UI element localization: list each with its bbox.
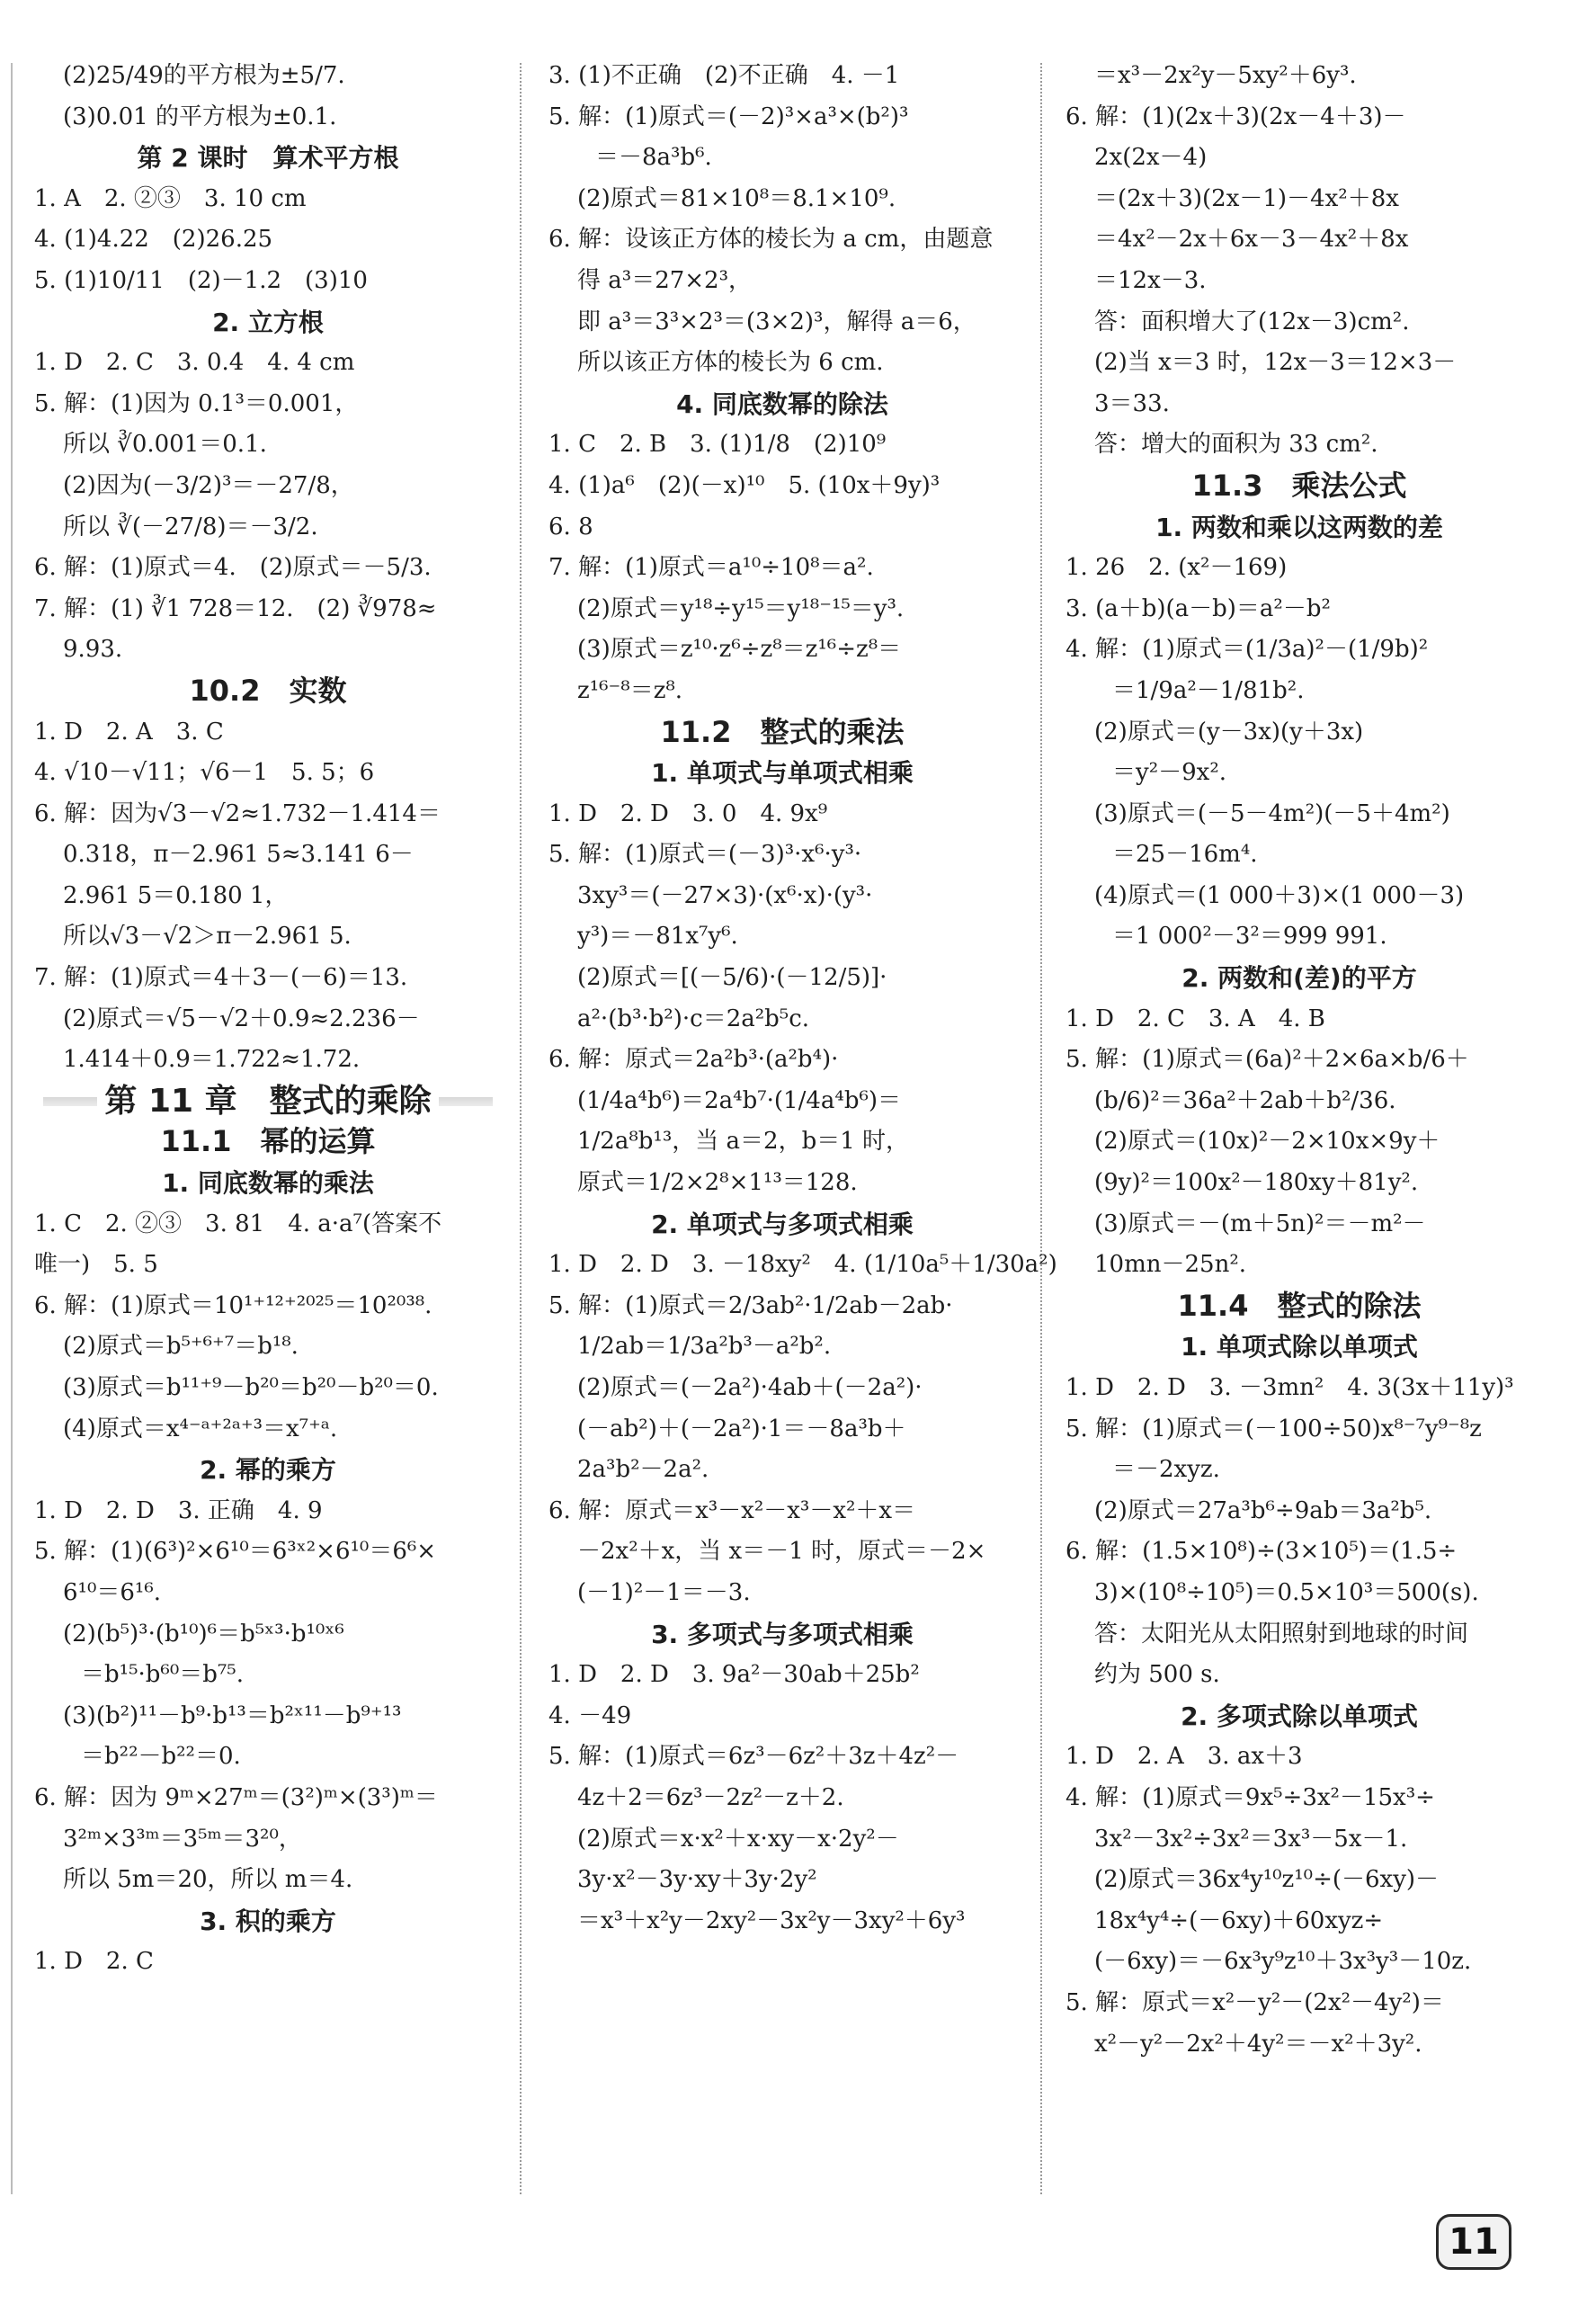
answer-line: 5. 解：(1)原式＝2/3ab²·1/2ab－2ab·: [548, 1291, 953, 1319]
section-heading: 11.4 整式的除法: [1177, 1288, 1422, 1323]
answer-line: ＝1/9a²－1/81b².: [1112, 676, 1305, 704]
answer-line: 6. 解：因为√3－√2≈1.732－1.414＝: [34, 799, 441, 827]
answer-line: (3)原式＝z¹⁰·z⁶÷z⁸＝z¹⁶÷z⁸＝: [577, 636, 902, 664]
answer-line: 6. 解：(1)(2x＋3)(2x－4＋3)－: [1065, 103, 1406, 130]
section-heading: 2. 单项式与多项式相乘: [651, 1209, 914, 1239]
answer-line: 6. 解：设该正方体的棱长为 a cm，由题意: [548, 226, 994, 254]
answer-line: ＝(2x＋3)(2x－1)－4x²＋8x: [1094, 184, 1399, 212]
answer-line: 2a³b²－2a².: [577, 1456, 709, 1484]
answer-line: 3x²－3x²÷3x²＝3x³－5x－1.: [1094, 1825, 1408, 1853]
answer-line: 3＝33.: [1094, 389, 1170, 417]
answer-line: 4. 解：(1)原式＝9x⁵÷3x²－15x³÷: [1065, 1783, 1435, 1811]
answer-line: 1. C 2. B 3. (1)1/8 (2)10⁹: [548, 431, 887, 459]
answer-line: 6. 解：原式＝x³－x²－x³－x²＋x＝: [548, 1496, 916, 1524]
answer-line: 1. D 2. A 3. ax＋3: [1065, 1743, 1303, 1771]
answer-line: 5. 解：(1)原式＝(－3)³·x⁶·y³·: [548, 841, 862, 869]
answer-line: ＝b¹⁵·b⁶⁰＝b⁷⁵.: [81, 1661, 244, 1689]
page-number: 11: [1436, 2214, 1511, 2270]
answer-line: (2)原式＝36x⁴y¹⁰z¹⁰÷(－6xy)－: [1094, 1866, 1440, 1894]
section-heading: 1. 同底数幂的乘法: [162, 1168, 374, 1199]
answer-line: 所以 5m＝20，所以 m＝4.: [63, 1866, 353, 1894]
answer-line: (2)原式＝y¹⁸÷y¹⁵＝y¹⁸⁻¹⁵＝y³.: [577, 594, 905, 622]
answer-line: 5. 解：(1)原式＝(－2)³×a³×(b²)³: [548, 103, 909, 130]
answer-line: (2)因为(－3/2)³＝－27/8，: [63, 471, 354, 499]
section-heading: 2. 幂的乘方: [200, 1455, 336, 1486]
answer-line: 1. D 2. C 3. 0.4 4. 4 cm: [34, 349, 355, 377]
answer-line: 4. 解：(1)原式＝(1/3a)²－(1/9b)²: [1065, 636, 1429, 664]
answer-line: (－6xy)＝－6x³y⁹z¹⁰＋3x³y³－10z.: [1094, 1948, 1472, 1976]
answer-column-1: [34, 56, 502, 1983]
answer-line: 1. D 2. D 3. 正确 4. 9: [34, 1496, 323, 1524]
answer-line: 5. 解：(1)因为 0.1³＝0.001，: [34, 389, 359, 417]
answer-line: y³)＝－81x⁷y⁶.: [577, 923, 738, 951]
answer-line: 4. √10－√11；√6－1 5. 5；6: [34, 759, 375, 787]
answer-line: (9y)²＝100x²－180xy＋81y².: [1094, 1169, 1419, 1197]
answer-line: (3)原式＝b¹¹⁺⁹－b²⁰＝b²⁰－b²⁰＝0.: [63, 1374, 439, 1401]
answer-column-3: [1065, 56, 1533, 2065]
answer-line: 答：太阳光从太阳照射到地球的时间: [1094, 1620, 1469, 1648]
answer-line: (－ab²)＋(－2a²)·1＝－8a³b＋: [577, 1415, 906, 1442]
answer-line: 1. D 2. D 3. －18xy² 4. (1/10a⁵＋1/30a²): [548, 1251, 1057, 1279]
section-heading: 11.3 乘法公式: [1191, 468, 1407, 503]
answer-line: 4. (1)a⁶ (2)(－x)¹⁰ 5. (10x＋9y)³: [548, 471, 941, 499]
answer-line: 6. 解：因为 9ᵐ×27ᵐ＝(3²)ᵐ×(3³)ᵐ＝: [34, 1783, 438, 1811]
section-heading: 2. 立方根: [212, 307, 324, 337]
answer-line: (1/4a⁴b⁶)＝2a⁴b⁷·(1/4a⁴b⁶)＝: [577, 1086, 902, 1114]
answer-line: 所以√3－√2＞π－2.961 5.: [63, 923, 352, 951]
answer-line: 3y·x²－3y·xy＋3y·2y²: [577, 1866, 817, 1894]
answer-line: 5. (1)10/11 (2)－1.2 (3)10: [34, 266, 368, 294]
answer-line: 1. D 2. A 3. C: [34, 718, 224, 746]
answer-line: (－1)²－1＝－3.: [577, 1578, 751, 1606]
answer-line: 1. D 2. D 3. 9a²－30ab＋25b²: [548, 1661, 920, 1689]
answer-line: 得 a³＝27×2³，: [577, 266, 753, 294]
answer-line: 3²ᵐ×3³ᵐ＝3⁵ᵐ＝3²⁰，: [63, 1825, 302, 1853]
answer-line: 9.93.: [63, 636, 123, 664]
column-divider: [520, 63, 522, 2194]
answer-line: 1. D 2. C: [34, 1948, 154, 1976]
answer-column-2: [548, 56, 1057, 1942]
section-heading: 10.2 实数: [189, 673, 347, 708]
answer-line: 1. C 2. ②③ 3. 81 4. a·a⁷(答案不: [34, 1210, 442, 1237]
answer-line: 1. D 2. D 3. 0 4. 9x⁹: [548, 799, 828, 827]
answer-line: 2.961 5＝0.180 1，: [63, 881, 289, 909]
section-heading: 2. 多项式除以单项式: [1181, 1701, 1418, 1731]
answer-line: ＝－2xyz.: [1112, 1456, 1220, 1484]
answer-line: (3)0.01 的平方根为±0.1.: [63, 103, 337, 130]
answer-line: 6. 解：(1)原式＝10¹⁺¹²⁺²⁰²⁵＝10²⁰³⁸.: [34, 1291, 432, 1319]
answer-line: ＝b²²－b²²＝0.: [81, 1743, 241, 1771]
answer-line: 1/2a⁸b¹³，当 a＝2，b＝1 时，: [577, 1128, 910, 1156]
answer-line: (2)原式＝[(－5/6)·(－12/5)]·: [577, 964, 887, 992]
answer-line: (2)当 x＝3 时，12x－3＝12×3－: [1094, 349, 1457, 377]
answer-line: 所以 ∛0.001＝0.1.: [63, 431, 267, 459]
answer-line: 0.318，π－2.961 5≈3.141 6－: [63, 841, 414, 869]
answer-line: a²·(b³·b²)·c＝2a²b⁵c.: [577, 1005, 810, 1032]
answer-line: 7. 解：(1) ∛1 728＝12. (2) ∛978≈: [34, 594, 437, 622]
answer-line: 3. (a＋b)(a－b)＝a²－b²: [1065, 594, 1331, 622]
section-heading: 2. 两数和(差)的平方: [1181, 963, 1417, 994]
answer-line: (2)(b⁵)³·(b¹⁰)⁶＝b⁵ˣ³·b¹⁰ˣ⁶: [63, 1620, 344, 1648]
answer-line: 答：增大的面积为 33 cm².: [1094, 431, 1378, 459]
answer-line: ＝12x－3.: [1094, 266, 1207, 294]
chapter-title: 第 11 章 整式的乘除: [97, 1083, 438, 1120]
answer-line: 7. 解：(1)原式＝4＋3－(－6)＝13.: [34, 964, 408, 992]
answer-line: (2)原式＝(y－3x)(y＋3x): [1094, 718, 1364, 746]
answer-line: 所以该正方体的棱长为 6 cm.: [577, 349, 884, 377]
answer-line: (b/6)²＝36a²＋2ab＋b²/36.: [1094, 1086, 1396, 1114]
answer-line: 1.414＋0.9＝1.722≈1.72.: [63, 1046, 361, 1074]
answer-line: (3)原式＝－(m＋5n)²＝－m²－: [1094, 1210, 1426, 1237]
answer-line: 1. D 2. D 3. －3mn² 4. 3(3x＋11y)³: [1065, 1374, 1514, 1401]
answer-line: 6. 解：(1)原式＝4. (2)原式＝－5/3.: [34, 554, 432, 582]
section-heading: 11.2 整式的乘法: [660, 714, 905, 749]
answer-line: 6. 8: [548, 513, 593, 540]
answer-line: 唯一) 5. 5: [34, 1251, 158, 1279]
answer-line: 1. D 2. C 3. A 4. B: [1065, 1005, 1325, 1032]
answer-line: 18x⁴y⁴÷(－6xy)＋60xyz÷: [1094, 1907, 1384, 1934]
chapter-heading: [34, 1081, 502, 1122]
answer-line: 答：面积增大了(12x－3)cm².: [1094, 308, 1410, 335]
answer-line: 5. 解：(1)原式＝(－100÷50)x⁸⁻⁷y⁹⁻⁸z: [1065, 1415, 1482, 1442]
answer-line: 1. A 2. ②③ 3. 10 cm: [34, 184, 307, 212]
answer-line: ＝y²－9x².: [1112, 759, 1227, 787]
answer-line: 5. 解：(1)原式＝(6a)²＋2×6a×b/6＋: [1065, 1046, 1469, 1074]
answer-line: 4. (1)4.22 (2)26.25: [34, 226, 273, 254]
answer-line: 3xy³＝(－27×3)·(x⁶·x)·(y³·: [577, 881, 873, 909]
answer-line: 4. －49: [548, 1701, 632, 1729]
answer-line: 所以 ∛(－27/8)＝－3/2.: [63, 513, 318, 540]
answer-line: x²－y²－2x²＋4y²＝－x²＋3y².: [1094, 2030, 1422, 2058]
answer-line: 6. 解：原式＝2a²b³·(a²b⁴)·: [548, 1046, 839, 1074]
section-heading: 3. 多项式与多项式相乘: [651, 1619, 914, 1649]
answer-line: (2)原式＝(10x)²－2×10x×9y＋: [1094, 1128, 1440, 1156]
answer-line: (4)原式＝x⁴⁻ᵃ⁺²ᵃ⁺³＝x⁷⁺ᵃ.: [63, 1415, 338, 1442]
answer-line: (2)原式＝x·x²＋x·xy－x·2y²－: [577, 1825, 899, 1853]
answer-line: ＝1 000²－3²＝999 991.: [1112, 923, 1387, 951]
answer-line: (2)原式＝(－2a²)·4ab＋(－2a²)·: [577, 1374, 923, 1401]
answer-line: (3)(b²)¹¹－b⁹·b¹³＝b²ˣ¹¹－b⁹⁺¹³: [63, 1701, 402, 1729]
column-divider: [1040, 63, 1042, 2194]
answer-line: 6¹⁰＝6¹⁶.: [63, 1578, 162, 1606]
section-heading: 4. 同底数幂的除法: [676, 388, 888, 419]
answer-line: 原式＝1/2×2⁸×1¹³＝128.: [577, 1169, 858, 1197]
answer-line: －2x²＋x，当 x＝－1 时，原式＝－2×: [577, 1538, 986, 1566]
answer-line: 7. 解：(1)原式＝a¹⁰÷10⁸＝a².: [548, 554, 874, 582]
answer-line: (2)原式＝b⁵⁺⁶⁺⁷＝b¹⁸.: [63, 1333, 299, 1361]
section-heading: 11.1 幂的运算: [160, 1124, 376, 1159]
answer-line: 4z＋2＝6z³－2z²－z＋2.: [577, 1783, 844, 1811]
section-heading: 1. 单项式与单项式相乘: [651, 758, 914, 789]
section-heading: 第 2 课时 算术平方根: [137, 143, 399, 174]
answer-line: 1. 26 2. (x²－169): [1065, 554, 1288, 582]
section-heading: 1. 两数和乘以这两数的差: [1155, 512, 1443, 542]
answer-line: 1/2ab＝1/3a²b³－a²b².: [577, 1333, 832, 1361]
answer-line: (2)原式＝27a³b⁶÷9ab＝3a²b⁵.: [1094, 1496, 1432, 1524]
answer-line: 约为 500 s.: [1094, 1661, 1220, 1689]
answer-line: ＝x³＋x²y－2xy²－3x²y－3xy²＋6y³: [577, 1907, 966, 1934]
page-edge-rule: [11, 63, 13, 2194]
answer-line: (2)原式＝√5－√2＋0.9≈2.236－: [63, 1005, 420, 1032]
answer-line: 3)×(10⁸÷10⁵)＝0.5×10³＝500(s).: [1094, 1578, 1479, 1606]
answer-line: (3)原式＝(－5－4m²)(－5＋4m²): [1094, 799, 1450, 827]
answer-line: 10mn－25n².: [1094, 1251, 1247, 1279]
answer-line: 5. 解：(1)原式＝6z³－6z²＋3z＋4z²－: [548, 1743, 959, 1771]
section-heading: 1. 单项式除以单项式: [1181, 1332, 1418, 1362]
answer-line: ＝25－16m⁴.: [1112, 841, 1258, 869]
answer-line: 3. (1)不正确 (2)不正确 4. －1: [548, 62, 900, 89]
answer-line: ＝－8a³b⁶.: [595, 144, 712, 172]
answer-line: 5. 解：(1)(6³)²×6¹⁰＝6³ˣ²×6¹⁰＝6⁶×: [34, 1538, 437, 1566]
answer-line: ＝4x²－2x＋6x－3－4x²＋8x: [1094, 226, 1409, 254]
answer-line: 5. 解：原式＝x²－y²－(2x²－4y²)＝: [1065, 1988, 1444, 2016]
answer-line: (2)25/49的平方根为±5/7.: [63, 62, 345, 89]
answer-line: 即 a³＝3³×2³＝(3×2)³，解得 a＝6，: [577, 308, 976, 335]
answer-line: 6. 解：(1.5×10⁸)÷(3×10⁵)＝(1.5÷: [1065, 1538, 1458, 1566]
answer-line: ＝x³－2x²y－5xy²＋6y³.: [1094, 62, 1357, 89]
answer-line: (2)原式＝81×10⁸＝8.1×10⁹.: [577, 184, 896, 212]
answer-line: 2x(2x－4): [1094, 144, 1208, 172]
answer-line: (4)原式＝(1 000＋3)×(1 000－3): [1094, 881, 1465, 909]
answer-line: z¹⁶⁻⁸＝z⁸.: [577, 676, 683, 704]
section-heading: 3. 积的乘方: [200, 1906, 336, 1936]
